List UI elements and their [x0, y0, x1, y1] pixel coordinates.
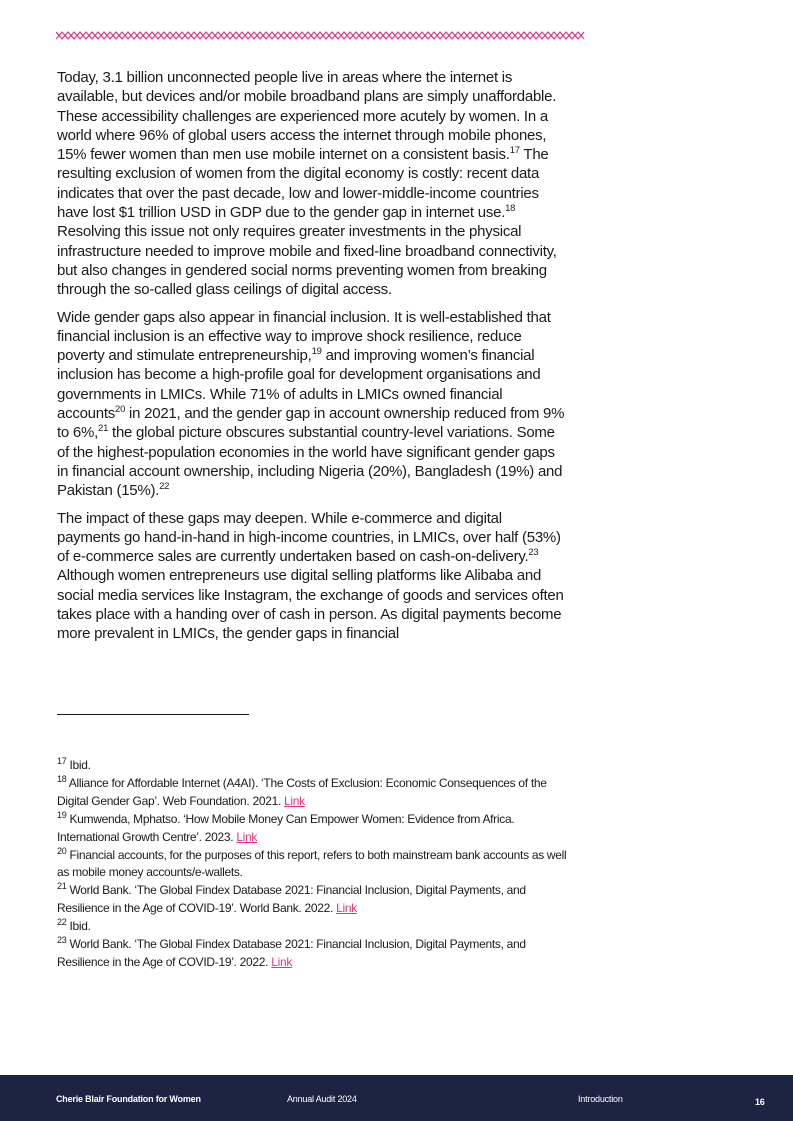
footnote-ref: 22	[159, 481, 170, 493]
footnote-ref: 18	[505, 203, 516, 215]
footnote-ref: 23	[528, 547, 539, 559]
footnotes	[57, 757, 567, 972]
footnote-ref: 17	[509, 145, 520, 157]
footnote-18: $^{18}$ Alliance for Affordable Internet (A4AI). ‘The Costs of Exclusion: Economic Consequences of the Digital Gender Gap’. Web Foundation. 2021. Link	[57, 773, 547, 808]
footnote-21-link[interactable]: Link	[336, 901, 357, 916]
footer-section: Introduction	[578, 1094, 623, 1104]
paragraph-internet-access: Today, 3.1 billion unconnected people live in areas where the internet is available, but devices and/or mobile broadband plans are simply unaffordable. These accessibility challenges are experienced more acutely by women. In a world where 96% of global users access the internet through mobile phones, 15% fewer women than men use mobile internet on a consistent basis.$^{17}$ The resulting exclusion of women from the digital economy is costly: recent data indicates that over the past decade, low and lower-middle-income countries have lost $1 trillion USD in GDP due to the gender gap in internet use.$^{18}$ Resolving this issue not only requires greater investments in the physical infrastructure needed to improve mobile and fixed-line broadband connectivity, but also changes in gendered social norms preventing women from breaking through the so-called glass ceilings of digital access.	[57, 69, 557, 299]
footnote-22: $^{22}$ Ibid.	[57, 917, 91, 934]
footer-document-title: Annual Audit 2024	[287, 1094, 357, 1104]
footnote-18-link[interactable]: Link	[284, 793, 305, 808]
paragraph-e-commerce: The impact of these gaps may deepen. While e-commerce and digital payments go hand-in-hand in high-income countries, in LMICs, over half (53%) of e-commerce sales are currently undertaken based on cash-on-delivery.$^{23}$ Although women entrepreneurs use digital selling platforms like Alibaba and social media services like Instagram, the exchange of goods and services often takes place with a handing over of cash in person. As digital payments become more prevalent in LMICs, the gender gaps in financial	[57, 509, 564, 643]
paragraph-financial-inclusion: Wide gender gaps also appear in financial inclusion. It is well-established that financial inclusion is an effective way to improve shock resilience, reduce poverty and stimulate entrepreneurship,$^{19}$ and improving women’s financial inclusion has become a high-profile goal for development organisations and governments in LMICs. While 71% of adults in LMICs owned financial accounts$^{20}$ in 2021, and the gender gap in account ownership reduced from 9% to 6%,$^{21}$ the global picture obscures substantial country-level variations. Some of the highest-population economies in the world have significant gender gaps in financial account ownership, including Nigeria (20%), Bangladesh (19%) and Pakistan (15%).$^{22}$	[57, 308, 565, 500]
footnote-ref: 19	[311, 346, 322, 358]
footnote-divider	[57, 714, 249, 715]
decorative-zigzag-line	[56, 29, 588, 43]
footer-organization: Cherie Blair Foundation for Women	[56, 1094, 201, 1104]
footnote-17: $^{17}$ Ibid.	[57, 756, 91, 772]
footnote-23-link[interactable]: Link	[271, 954, 293, 969]
main-text	[57, 68, 567, 652]
footnote-19-link[interactable]: Link	[236, 829, 258, 844]
footnote-23: $^{23}$ World Bank. ‘The Global Findex Database 2021: Financial Inclusion, Digital Payments, and Resilience in the Age of COVID-19’. 2022. Link	[57, 935, 526, 969]
page-number: 16	[755, 1097, 765, 1107]
footnote-20: $^{20}$ Financial accounts, for the purposes of this report, refers to both mainstream bank accounts as well as mobile money accounts/e-wallets.	[57, 845, 567, 880]
footnote-21: $^{21}$ World Bank. ‘The Global Findex Database 2021: Financial Inclusion, Digital Payments, and Resilience in the Age of COVID-19’. World Bank. 2022. Link	[57, 881, 526, 916]
footnote-ref: 21	[98, 423, 109, 435]
footnote-ref: 20	[115, 404, 126, 416]
footnote-19: $^{19}$ Kumwenda, Mphatso. ‘How Mobile Money Can Empower Women: Evidence from Africa. International Growth Centre’. 2023. Link	[57, 809, 515, 844]
page-footer	[0, 1075, 793, 1121]
